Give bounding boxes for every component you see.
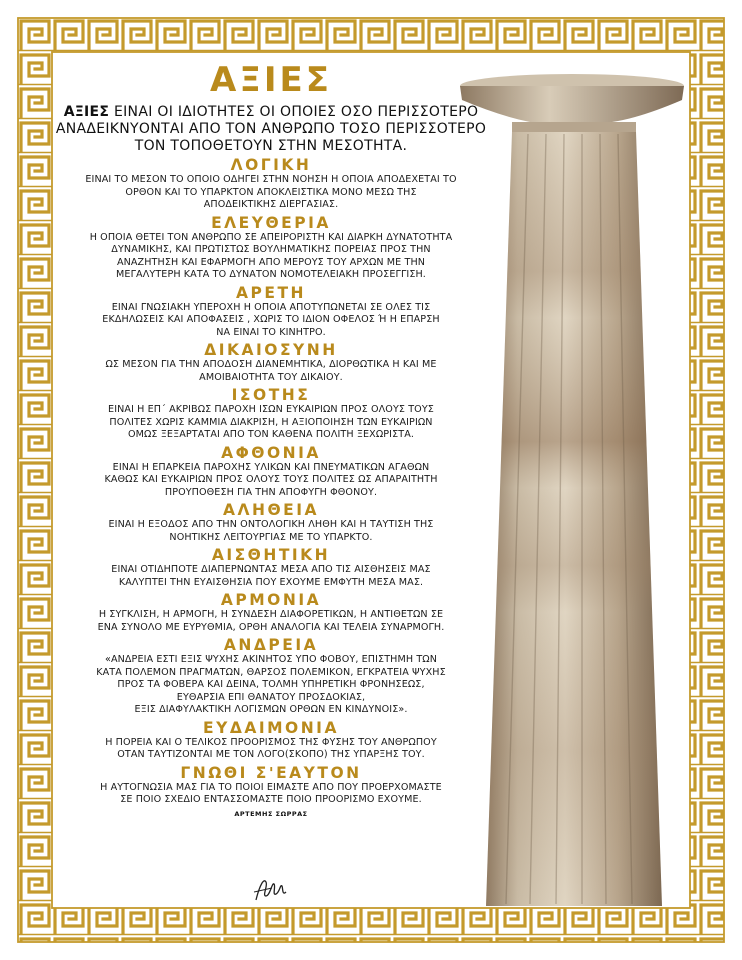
section-title: ΙΣΟΤΗΣ <box>231 386 311 404</box>
section-body: Η ΟΠΟΙΑ ΘΕΤΕΙ ΤΟΝ ΑΝΘΡΩΠΟ ΣΕ ΑΠΕΙΡΟΡΙΣΤΗ ΚΑΙ ΔΙΑΡΚΗ ΔΥΝΑΤΟΤΗΤΑ ΔΥΝΑΜΙΚΗΣ, ΚΑΙ ΠΡΩΤΙΣΤΩΣ ΒΟΥΛΗΜΑΤΙΚΗΣ ΠΟΡΕΙΑΣ ΠΡΟΣ ΤΗΝ ΑΝΑΖΗΤΗΣΗ ΚΑΙ ΕΦΑΡΜΟΓΗ ΑΠΟ ΜΕΡΟΥΣ ΤΟΥ ΑΡΧΩΝ ΜΕ ΤΗΝ ΜΕΓΑΛΥΤΕΡΗ ΚΑΤΑ ΤΟ ΔΥΝΑΤΟΝ ΝΟΜΟΤΕΛΕΙΑΚΗ ΠΡΟΣΕΓΓΙΣΗ. <box>89 231 453 280</box>
section-body: ΕΙΝΑΙ ΤΟ ΜΕΣΟΝ ΤΟ ΟΠΟΙΟ ΟΔΗΓΕΙ ΣΤΗΝ ΝΟΗΣΗ Η ΟΠΟΙΑ ΑΠΟΔΕΧΕΤΑΙ ΤΟ ΟΡΘΟΝ ΚΑΙ ΤΟ ΥΠΑΡΚΤΟΝ ΑΠΟΚΛΕΙΣΤΙΚΑ ΜΟΝΟ ΜΕΣΩ ΤΗΣ ΑΠΟΔΕΙΚΤΙΚΗΣ ΔΙΕΡΓΑΣΙΑΣ. <box>85 174 457 210</box>
section-alitheia <box>52 501 490 544</box>
section-armonia <box>52 591 490 634</box>
section-aisthitiki <box>52 546 490 589</box>
section-title: ΑΝΔΡΕΙΑ <box>223 636 319 654</box>
section-body: ΩΣ ΜΕΣΟΝ ΓΙΑ ΤΗΝ ΑΠΟΔΟΣΗ ΔΙΑΝΕΜΗΤΙΚΑ, ΔΙΟΡΘΩΤΙΚΑ Η ΚΑΙ ΜΕ ΑΜΟΙΒΑΙΟΤΗΤΑ ΤΟΥ ΔΙΚΑΙΟΥ. <box>105 359 437 383</box>
section-body: ΕΙΝΑΙ ΟΤΙΔΗΠΟΤΕ ΔΙΑΠΕΡΝΩΝΤΑΣ ΜΕΣΑ ΑΠΟ ΤΙΣ ΑΙΣΘΗΣΕΙΣ ΜΑΣ ΚΑΛΥΠΤΕΙ ΤΗΝ ΕΥΑΙΣΘΗΣΙΑ ΠΟΥ ΕΧΟΥΜΕ ΕΜΦΥΤΗ ΜΕΣΑ ΜΑΣ. <box>111 564 431 588</box>
section-isotis <box>52 386 490 442</box>
intro-lead: ΑΞΙΕΣ <box>63 104 110 120</box>
section-body: Η ΠΟΡΕΙΑ ΚΑΙ Ο ΤΕΛΙΚΟΣ ΠΡΟΟΡΙΣΜΟΣ ΤΗΣ ΦΥΣΗΣ ΤΟΥ ΑΝΘΡΩΠΟΥ ΟΤΑΝ ΤΑΥΤΙΖΟΝΤΑΙ ΜΕ ΤΟΝ ΛΟΓΟ(ΣΚΟΠΟ) ΤΗΣ ΥΠΑΡΞΗΣ ΤΟΥ. <box>105 736 437 760</box>
signature-mark-icon <box>252 874 292 904</box>
section-body: ΕΙΝΑΙ Η ΕΠ΄ ΑΚΡΙΒΩΣ ΠΑΡΟΧΗ ΙΣΩΝ ΕΥΚΑΙΡΙΩΝ ΠΡΟΣ ΟΛΟΥΣ ΤΟΥΣ ΠΟΛΙΤΕΣ ΧΩΡΙΣ ΚΑΜΜΙΑ ΔΙΑΚΡΙΣΗ, Η ΑΞΙΟΠΟΙΗΣΗ ΤΩΝ ΕΥΚΑΙΡΙΩΝ ΟΜΩΣ ΞΕΞΑΡΤΑΤΑΙ ΑΠΟ ΤΟΝ ΚΑΘΕΝΑ ΠΟΛΙΤΗ ΞΕΧΩΡΙΣΤΑ. <box>108 404 434 440</box>
section-body: ΕΙΝΑΙ Η ΕΠΑΡΚΕΙΑ ΠΑΡΟΧΗΣ ΥΛΙΚΩΝ ΚΑΙ ΠΝΕΥΜΑΤΙΚΩΝ ΑΓΑΘΩΝ ΚΑΘΩΣ ΚΑΙ ΕΥΚΑΙΡΙΩΝ ΠΡΟΣ ΟΛΟΥΣ ΤΟΥΣ ΠΟΛΙΤΕΣ ΩΣ ΑΠΑΡΑΙΤΗΤΗ ΠΡΟΥΠΟΘΕΣΗ ΓΙΑ ΤΗΝ ΑΠΟΦΥΓΗ ΦΘΟΝΟΥ. <box>104 461 438 498</box>
values-text <box>52 62 490 818</box>
section-andreia <box>52 636 490 717</box>
section-title: ΑΛΗΘΕΙΑ <box>223 501 319 519</box>
intro-paragraph <box>52 104 490 155</box>
section-body: ΕΙΝΑΙ Η ΕΞΟΔΟΣ ΑΠΟ ΤΗΝ ΟΝΤΟΛΟΓΙΚΗ ΛΗΘΗ ΚΑΙ Η ΤΑΥΤΙΣΗ ΤΗΣ ΝΟΗΤΙΚΗΣ ΛΕΙΤΟΥΡΓΙΑΣ ΜΕ ΤΟ ΥΠΑΡΚΤΟ. <box>108 519 434 543</box>
section-body: «ΑΝΔΡΕΙΑ ΕΣΤΙ ΕΞΙΣ ΨΥΧΗΣ ΑΚΙΝΗΤΟΣ ΥΠΟ ΦΟΒΟΥ, ΕΠΙΣΤΗΜΗ ΤΩΝ ΚΑΤΑ ΠΟΛΕΜΟΝ ΠΡΑΓΜΑΤΩΝ, ΘΑΡΣΟΣ ΠΟΛΕΜΙΚΟΝ, ΕΓΚΡΑΤΕΙΑ ΨΥΧΗΣ ΠΡΟΣ ΤΑ ΦΟΒΕΡΑ ΚΑΙ ΔΕΙΝΑ, ΤΟΛΜΗ ΥΠΗΡΕΤΙΚΗ ΦΡΟΝΗΣΕΩΣ, ΕΥΘΑΡΣΙΑ ΕΠΙ ΘΑΝΑΤΟΥ ΠΡΟΣΔΟΚΙΑΣ, ΕΞΙΣ ΔΙΑΦΥΛΑΚΤΙΚΗ ΛΟΓΙΣΜΩΝ ΟΡΘΩΝ ΕΝ ΚΙΝΔΥΝΟΙΣ». <box>96 654 446 715</box>
section-body: ΕΙΝΑΙ ΓΝΩΣΙΑΚΗ ΥΠΕΡΟΧΗ Η ΟΠΟΙΑ ΑΠΟΤΥΠΩΝΕΤΑΙ ΣΕ ΟΛΕΣ ΤΙΣ ΕΚΔΗΛΩΣΕΙΣ ΚΑΙ ΑΠΟΦΑΣΕΙΣ , ΧΩΡΙΣ ΤΟ ΙΔΙΟΝ ΟΦΕΛΟΣ Ή Η ΕΠΑΡΣΗ ΝΑ ΕΙΝΑΙ ΤΟ ΚΙΝΗΤΡΟ. <box>102 301 440 338</box>
section-title: ΑΡΕΤΗ <box>236 283 306 302</box>
section-gnothi-seauton <box>52 764 490 807</box>
section-title: ΑΙΣΘΗΤΙΚΗ <box>211 546 331 564</box>
section-logiki <box>52 156 490 212</box>
section-title: ΔΙΚΑΙΟΣΥΝΗ <box>204 341 338 359</box>
section-evdaimonia <box>52 719 490 762</box>
page-title: ΑΞΙΕΣ <box>210 60 332 100</box>
section-body: Η ΣΥΓΚΛΙΣΗ, Η ΑΡΜΟΓΗ, Η ΣΥΝΔΕΣΗ ΔΙΑΦΟΡΕΤΙΚΩΝ, Η ΑΝΤΙΘΕΤΩΝ ΣΕ ΕΝΑ ΣΥΝΟΛΟ ΜΕ ΕΥΡΥΘΜΙΑ, ΟΡΘΗ ΑΝΑΛΟΓΙΑ ΚΑΙ ΤΕΛΕΙΑ ΣΥΝΑΡΜΟΓΗ. <box>97 609 445 633</box>
author-name: ΑΡΤΕΜΗΣ ΣΩΡΡΑΣ <box>234 809 308 818</box>
section-eleftheria <box>52 214 490 282</box>
section-title: ΛΟΓΙΚΗ <box>230 156 312 174</box>
section-areti <box>52 284 490 340</box>
section-title: ΕΛΕΥΘΕΡΙΑ <box>211 213 331 232</box>
section-dikaiosyni <box>52 341 490 384</box>
section-title: ΑΦΘΟΝΙΑ <box>221 443 321 462</box>
intro-text: ΕΙΝΑΙ ΟΙ ΙΔΙΟΤΗΤΕΣ ΟΙ ΟΠΟΙΕΣ ΟΣΟ ΠΕΡΙΣΣΟΤΕΡΟ ΑΝΑΔΕΙΚΝΥΟΝΤΑΙ ΑΠΟ ΤΟΝ ΑΝΘΡΩΠΟ ΤΟΣΟ ΠΕΡΙΣΣΟΤΕΡΟ ΤΟΝ ΤΟΠΟΘΕΤΟΥΝ ΣΤΗΝ ΜΕΣΟΤΗΤΑ. <box>55 104 487 154</box>
section-title: ΕΥΔΑΙΜΟΝΙΑ <box>203 718 339 737</box>
section-afthonia <box>52 444 490 500</box>
section-title: ΑΡΜΟΝΙΑ <box>220 591 322 609</box>
section-body: Η ΑΥΤΟΓΝΩΣΙΑ ΜΑΣ ΓΙΑ ΤΟ ΠΟΙΟΙ ΕΙΜΑΣΤΕ ΑΠΟ ΠΟΥ ΠΡΟΕΡΧΟΜΑΣΤΕ ΣΕ ΠΟΙΟ ΣΧΕΔΙΟ ΕΝΤΑΣΣΟΜΑΣΤΕ ΠΟΙΟ ΠΡΟΟΡΙΣΜΟ ΕΧΟΥΜΕ. <box>100 781 442 805</box>
section-title: ΓΝΩΘΙ Σ'ΕΑΥΤΟΝ <box>180 763 362 782</box>
